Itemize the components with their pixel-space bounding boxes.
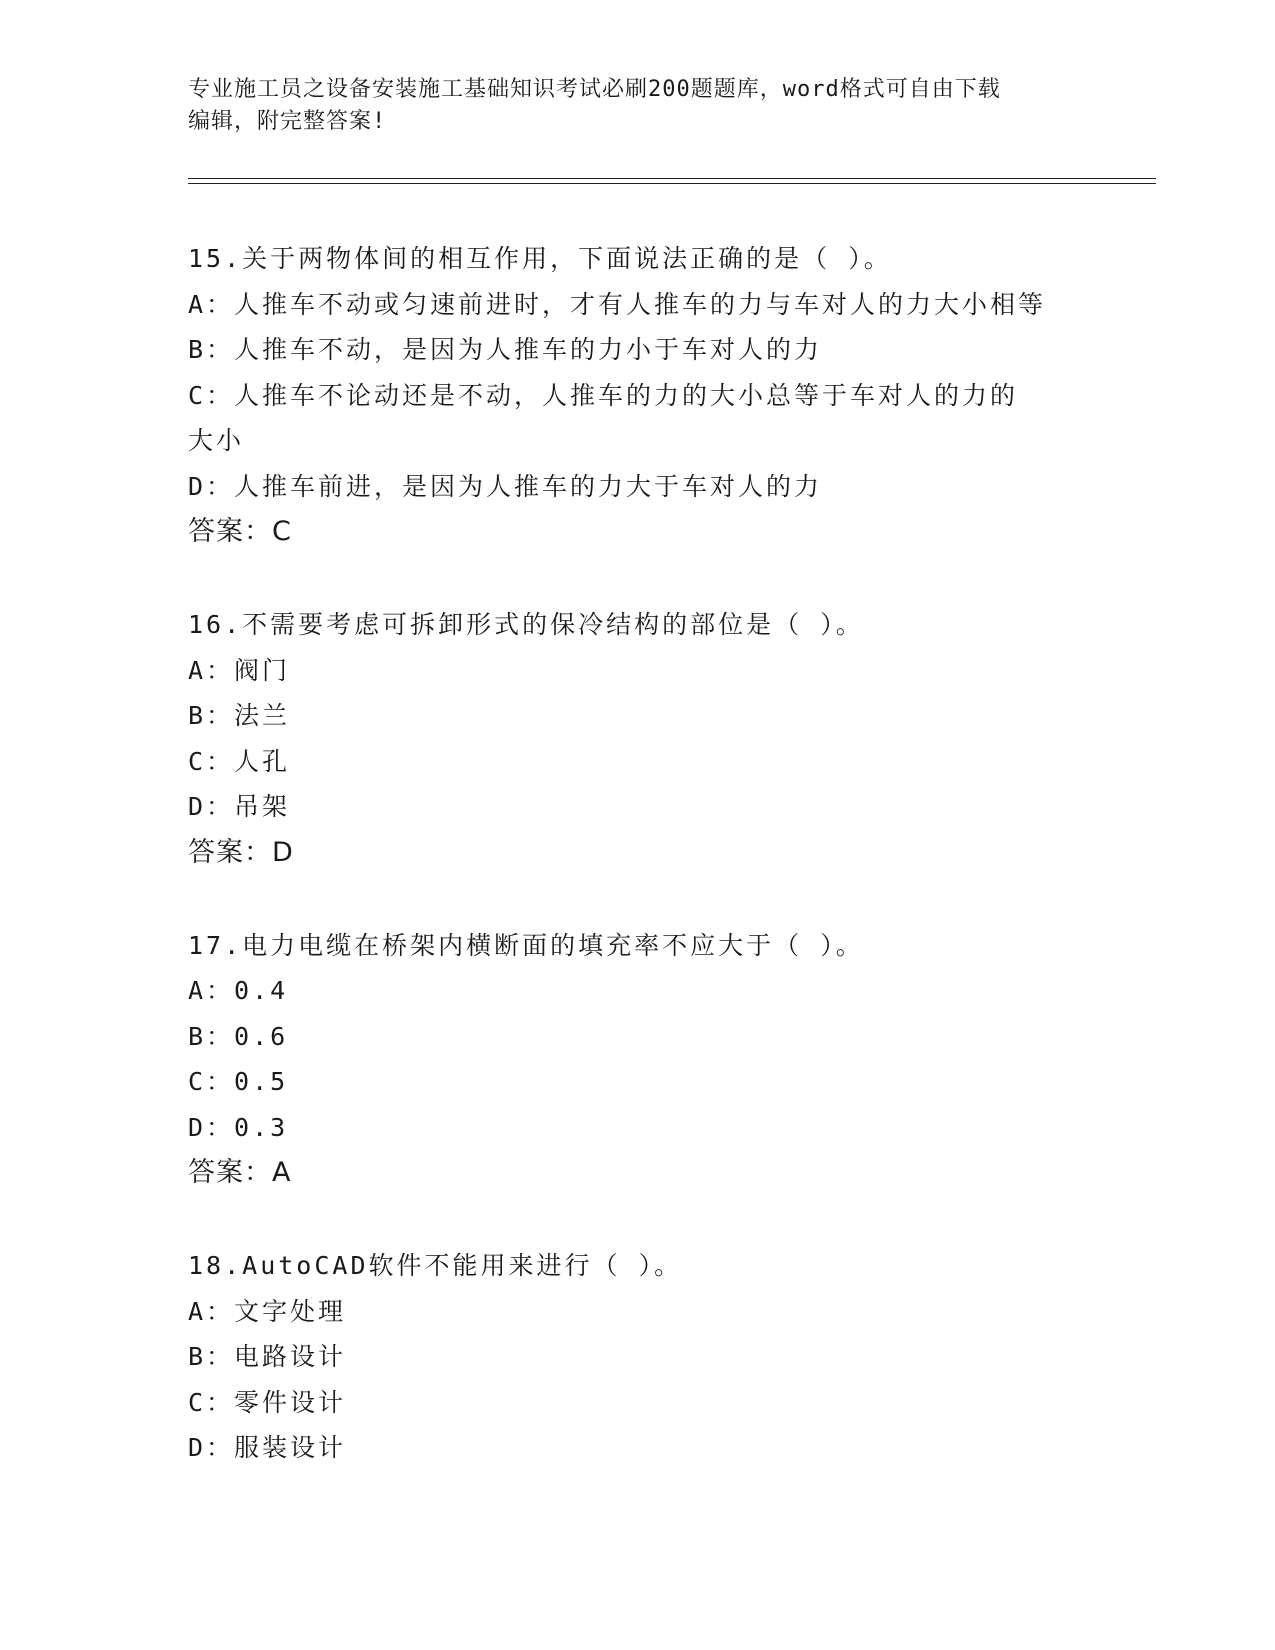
- question-16: [188, 602, 1088, 876]
- option-b: B：0.6: [188, 1021, 289, 1051]
- question-stem: 18.AutoCAD软件不能用来进行（ ）。: [188, 1251, 683, 1280]
- answer-label: 答案：C: [188, 516, 292, 547]
- question-stem: 16.不需要考虑可拆卸形式的保冷结构的部位是（ ）。: [188, 610, 864, 639]
- option-a: A：文字处理: [188, 1296, 347, 1326]
- option-b: B：人推车不动，是因为人推车的力小于车对人的力: [188, 335, 823, 364]
- option-b: B：法兰: [188, 701, 291, 730]
- question-15: [188, 236, 1088, 555]
- header-line-1: 专业施工员之设备安装施工基础知识考试必刷200题题库，word格式可自由下载: [188, 77, 1001, 102]
- header-rule-bottom: [188, 183, 1156, 184]
- option-c: C：人推车不论动还是不动，人推车的力的大小总等于车对人的力的大小: [188, 380, 1019, 455]
- option-d: D：0.3: [188, 1112, 289, 1142]
- option-d: D：吊架: [188, 792, 291, 821]
- answer-label: 答案：D: [188, 836, 294, 868]
- question-17: [188, 923, 1088, 1197]
- option-c: C：零件设计: [188, 1387, 347, 1417]
- option-d: D：人推车前进，是因为人推车的力大于车对人的力: [188, 471, 823, 501]
- question-18: [188, 1243, 1088, 1471]
- option-c: C：0.5: [188, 1067, 289, 1096]
- header-rule-top: [188, 178, 1156, 179]
- option-a: A：0.4: [188, 976, 289, 1005]
- answer-label: 答案：A: [188, 1157, 292, 1188]
- header-line-2: 编辑，附完整答案!: [188, 109, 387, 134]
- option-d: D：服装设计: [188, 1433, 347, 1462]
- option-c: C：人孔: [188, 746, 291, 776]
- option-a: A：阀门: [188, 655, 291, 685]
- option-b: B：电路设计: [188, 1342, 347, 1371]
- option-a: A：人推车不动或匀速前进时，才有人推车的力与车对人的力大小相等: [188, 289, 1047, 319]
- question-stem: 17.电力电缆在桥架内横断面的填充率不应大于（ ）。: [188, 930, 864, 960]
- question-stem: 15.关于两物体间的相互作用，下面说法正确的是（ ）。: [188, 244, 892, 273]
- document-header: [188, 74, 1068, 138]
- question-list: [188, 236, 1088, 1518]
